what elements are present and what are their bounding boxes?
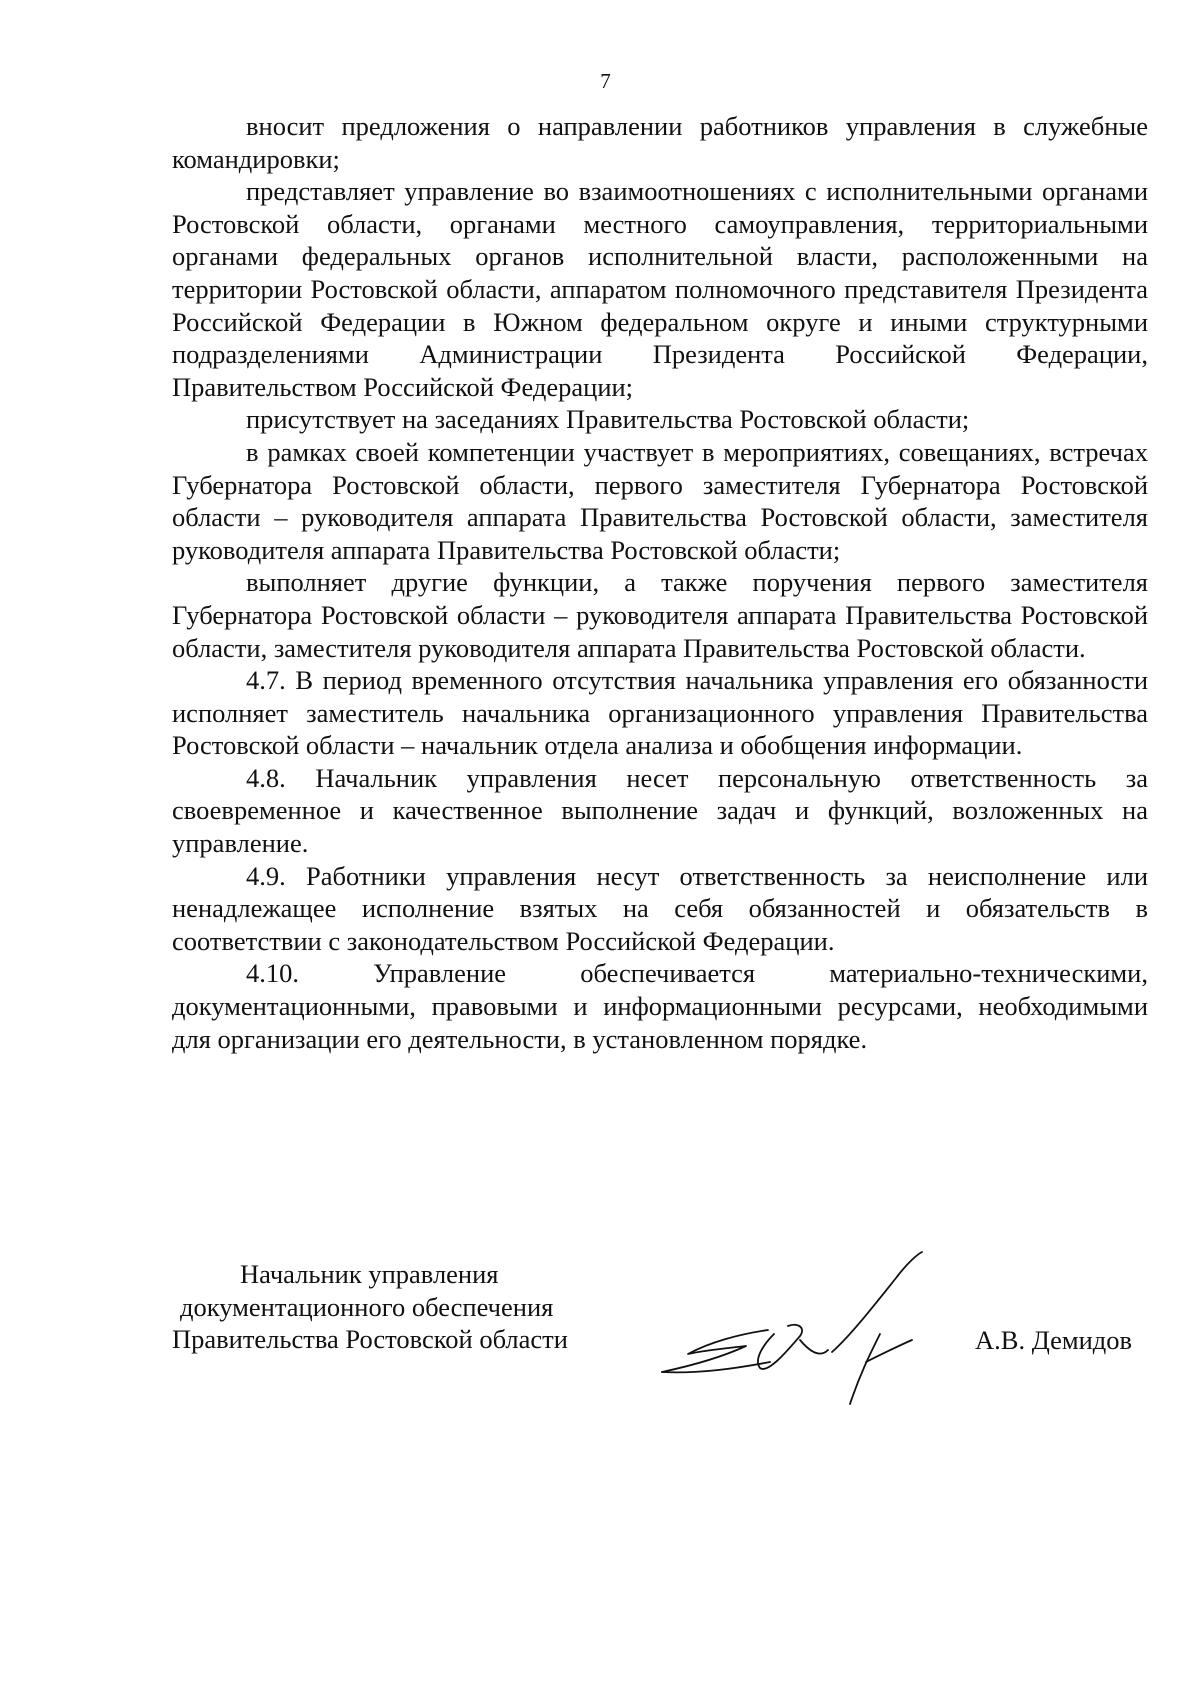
- paragraph: в рамках своей компетенции участвует в мероприятиях, совещаниях, встречах Губернатора Ростовской области, первого заместителя Губернатора Ростовской области – руководителя аппарата Правительства Ростовской области, заместителя руководителя аппарата Правительства Ростовской области;: [172, 436, 1148, 565]
- signatory-position: [172, 1258, 612, 1356]
- page-number: 7: [600, 69, 611, 93]
- signatory-position-line: документационного обеспечения: [180, 1291, 554, 1322]
- signatory-position-line: Начальник управления: [240, 1259, 499, 1289]
- paragraph-4-7: 4.7. В период временного отсутствия начальника управления его обязанности исполняет заместитель начальника организационного управления Правительства Ростовской области – начальник отдела анализа и обобщения информации.: [172, 665, 1148, 761]
- document-body: [172, 110, 1148, 1055]
- paragraph: представляет управление во взаимоотношениях с исполнительными органами Ростовской области, органами местного самоуправления, территориальными органами федеральных органов исполнительной власти, расположенными на территории Ростовской области, аппаратом полномочного представителя Президента Российской Федерации в Южном федеральном округе и иными структурными подразделениями Администрации Президента Российской Федерации, Правительством Российской Федерации;: [172, 176, 1148, 402]
- paragraph-4-9: 4.9. Работники управления несут ответственность за неисполнение или ненадлежащее исполнение взятых на себя обязанностей и обязательств в соответствии с законодательством Российской Федерации.: [172, 860, 1148, 956]
- signatory-position-line: Правительства Ростовской области: [172, 1324, 568, 1355]
- handwritten-signature: [650, 1250, 930, 1410]
- signatory-name: А.В. Демидов: [975, 1325, 1133, 1355]
- paragraph: вносит предложения о направлении работников управления в служебные командировки;: [172, 111, 1148, 174]
- paragraph: присутствует на заседаниях Правительства Ростовской области;: [246, 404, 970, 435]
- paragraph-4-8: 4.8. Начальник управления несет персональную ответственность за своевременное и качественное выполнение задач и функций, возложенных на управление.: [172, 762, 1148, 859]
- paragraph-4-10: 4.10. Управление обеспечивается материально-техническими, документационными, правовыми и информационными ресурсами, необходимыми для организации его деятельности, в установленном порядке.: [172, 958, 1148, 1054]
- paragraph: выполняет другие функции, а также поручения первого заместителя Губернатора Ростовской области – руководителя аппарата Правительства Ростовской области, заместителя руководителя аппарата Правительства Ростовской области.: [172, 567, 1148, 663]
